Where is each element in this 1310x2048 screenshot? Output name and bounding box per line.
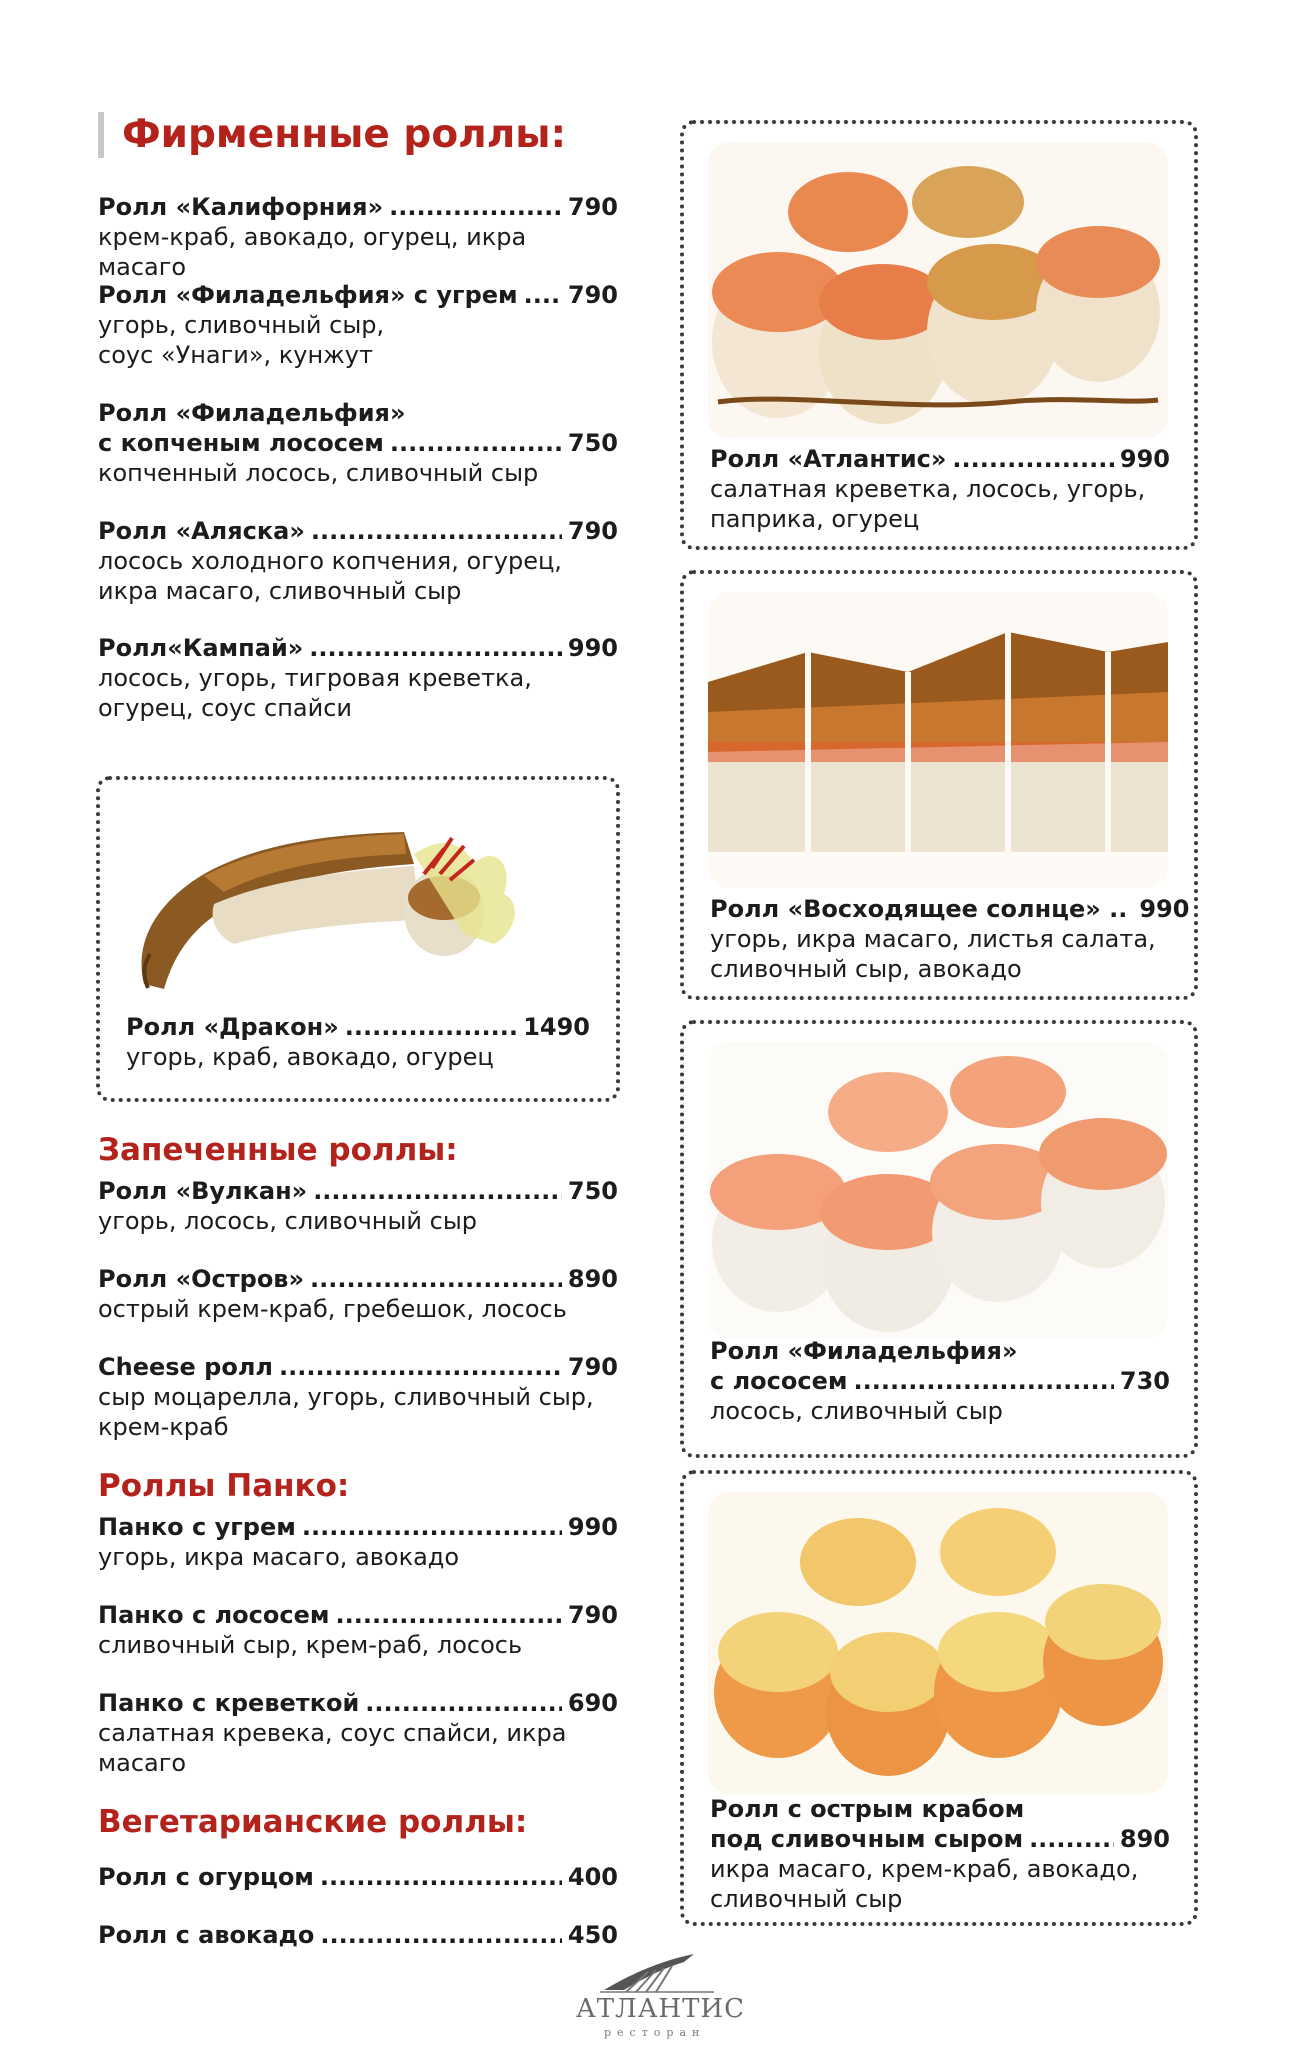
philadelphia-salmon-roll-photo: [708, 1042, 1168, 1338]
item-desc: сыр моцарелла, угорь, сливочный сыр,: [98, 1383, 594, 1411]
item-price: 790: [567, 517, 618, 545]
baked-rolls-title: Запеченные роллы:: [98, 1132, 458, 1168]
item-name: Cheese ролл: [98, 1353, 273, 1381]
item-price: 890: [567, 1265, 618, 1293]
item-price: 790: [567, 1353, 618, 1381]
menu-item-philadelphia-eel: [98, 280, 618, 370]
item-name: Панко с угрем: [98, 1513, 296, 1541]
item-name: Панко с лососем: [98, 1601, 330, 1629]
item-desc: салатная кревека, соус спайси, икра: [98, 1719, 567, 1747]
item-name: Ролл «Остров»: [98, 1265, 304, 1293]
menu-item-cucumber: [98, 1862, 618, 1892]
item-name-line1: Ролл «Филадельфия»: [710, 1337, 1018, 1365]
item-name: Ролл «Восходящее солнце» ..: [710, 895, 1128, 923]
atlantis-card: [680, 120, 1198, 550]
dragon-roll-photo: [114, 794, 602, 1004]
item-desc: икра масаго, крем-краб, авокадо,: [710, 1855, 1139, 1883]
item-desc: лосось, сливочный сыр: [710, 1397, 1003, 1425]
item-desc: угорь, икра масаго, листья салата,: [710, 925, 1156, 953]
item-name: Ролл с огурцом: [98, 1863, 314, 1891]
menu-item-spicy-crab: [710, 1794, 1170, 1914]
item-name-line1: Ролл с острым крабом: [710, 1795, 1025, 1823]
item-desc: лосось холодного копчения, огурец,: [98, 547, 562, 575]
menu-item-philadelphia-salmon: [710, 1336, 1170, 1426]
item-price: 400: [567, 1863, 618, 1891]
item-desc: крем-краб, авокадо, огурец, икра масаго: [98, 223, 527, 281]
menu-item-rising-sun: [710, 894, 1190, 984]
item-name: с копченым лососем: [98, 429, 384, 457]
logo-subtitle: ресторан: [604, 2026, 706, 2039]
item-price: 1490: [523, 1013, 590, 1041]
menu-item-alaska: [98, 516, 618, 606]
item-desc: сливочный сыр, крем-раб, лосось: [98, 1631, 523, 1659]
item-name: Панко с креветкой: [98, 1689, 360, 1717]
atlantis-roll-photo: [708, 142, 1168, 438]
menu-item-atlantis: [710, 444, 1170, 534]
dragon-card: [96, 776, 620, 1102]
menu-item-philadelphia-smoked: [98, 398, 618, 488]
philadelphia-salmon-card: [680, 1020, 1198, 1458]
item-name-line1: Ролл «Филадельфия»: [98, 399, 406, 427]
item-name: Ролл «Атлантис»: [710, 445, 947, 473]
item-price: 990: [1139, 895, 1190, 923]
spicy-crab-roll-photo: [708, 1492, 1168, 1794]
item-price: 750: [567, 1177, 618, 1205]
item-name: Ролл «Вулкан»: [98, 1177, 308, 1205]
item-desc-2: паприка, огурец: [710, 505, 920, 533]
signature-rolls-title: Фирменные роллы:: [98, 112, 566, 158]
item-desc: копченный лосось, сливочный сыр: [98, 459, 539, 487]
menu-item-dragon: [126, 1012, 590, 1072]
item-name: Ролл «Дракон»: [126, 1013, 339, 1041]
item-name: под сливочным сыром: [710, 1825, 1024, 1853]
item-price: 890: [1119, 1825, 1170, 1853]
menu-item-panko-eel: [98, 1512, 618, 1572]
item-desc-2: крем-краб: [98, 1413, 229, 1441]
menu-item-cheese: [98, 1352, 618, 1442]
item-desc: острый крем-краб, гребешок, лосось: [98, 1295, 567, 1323]
item-price: 990: [1119, 445, 1170, 473]
item-desc-2: сливочный сыр: [710, 1885, 903, 1913]
item-price: 990: [567, 634, 618, 662]
item-desc: салатная креветка, лосось, угорь,: [710, 475, 1146, 503]
menu-item-kampai: [98, 633, 618, 723]
item-price: 690: [567, 1689, 618, 1717]
item-price: 750: [567, 429, 618, 457]
panko-rolls-title: Роллы Панко:: [98, 1468, 350, 1504]
item-desc-2: икра масаго, сливочный сыр: [98, 577, 462, 605]
item-price: 450: [567, 1921, 618, 1949]
item-price: 790: [567, 281, 618, 309]
menu-item-ostrov: [98, 1264, 618, 1324]
rising-sun-card: [680, 570, 1198, 1000]
rising-sun-roll-photo: [708, 592, 1168, 888]
menu-item-panko-salmon: [98, 1600, 618, 1660]
item-price: 730: [1119, 1367, 1170, 1395]
logo-name: АТЛАНТИС: [576, 1994, 746, 2024]
vegetarian-rolls-title: Вегетарианские роллы:: [98, 1804, 528, 1840]
menu-item-vulkan: [98, 1176, 618, 1236]
item-desc: угорь, краб, авокадо, огурец: [126, 1043, 494, 1071]
item-desc-2: огурец, соус спайси: [98, 694, 352, 722]
item-name: Ролл с авокадо: [98, 1921, 315, 1949]
spicy-crab-card: [680, 1470, 1198, 1926]
menu-item-panko-shrimp: [98, 1688, 618, 1778]
item-desc: угорь, сливочный сыр,: [98, 311, 385, 339]
item-desc: угорь, лосось, сливочный сыр: [98, 1207, 478, 1235]
item-desc: лосось, угорь, тигровая креветка,: [98, 664, 532, 692]
item-desc-2: сливочный сыр, авокадо: [710, 955, 1022, 983]
item-price: 790: [567, 193, 618, 221]
menu-item-avocado: [98, 1920, 618, 1950]
item-name: Ролл «Аляска»: [98, 517, 305, 545]
item-desc-2: соус «Унаги», кунжут: [98, 341, 373, 369]
item-desc-2: масаго: [98, 1749, 187, 1777]
item-price: 990: [567, 1513, 618, 1541]
item-price: 790: [567, 1601, 618, 1629]
item-name: с лососем: [710, 1367, 848, 1395]
item-desc: угорь, икра масаго, авокадо: [98, 1543, 460, 1571]
item-name: Ролл «Калифорния»: [98, 193, 384, 221]
menu-item-california: [98, 192, 618, 282]
item-name: Ролл «Филадельфия» с угрем: [98, 281, 518, 309]
item-name: Ролл«Кампай»: [98, 634, 304, 662]
